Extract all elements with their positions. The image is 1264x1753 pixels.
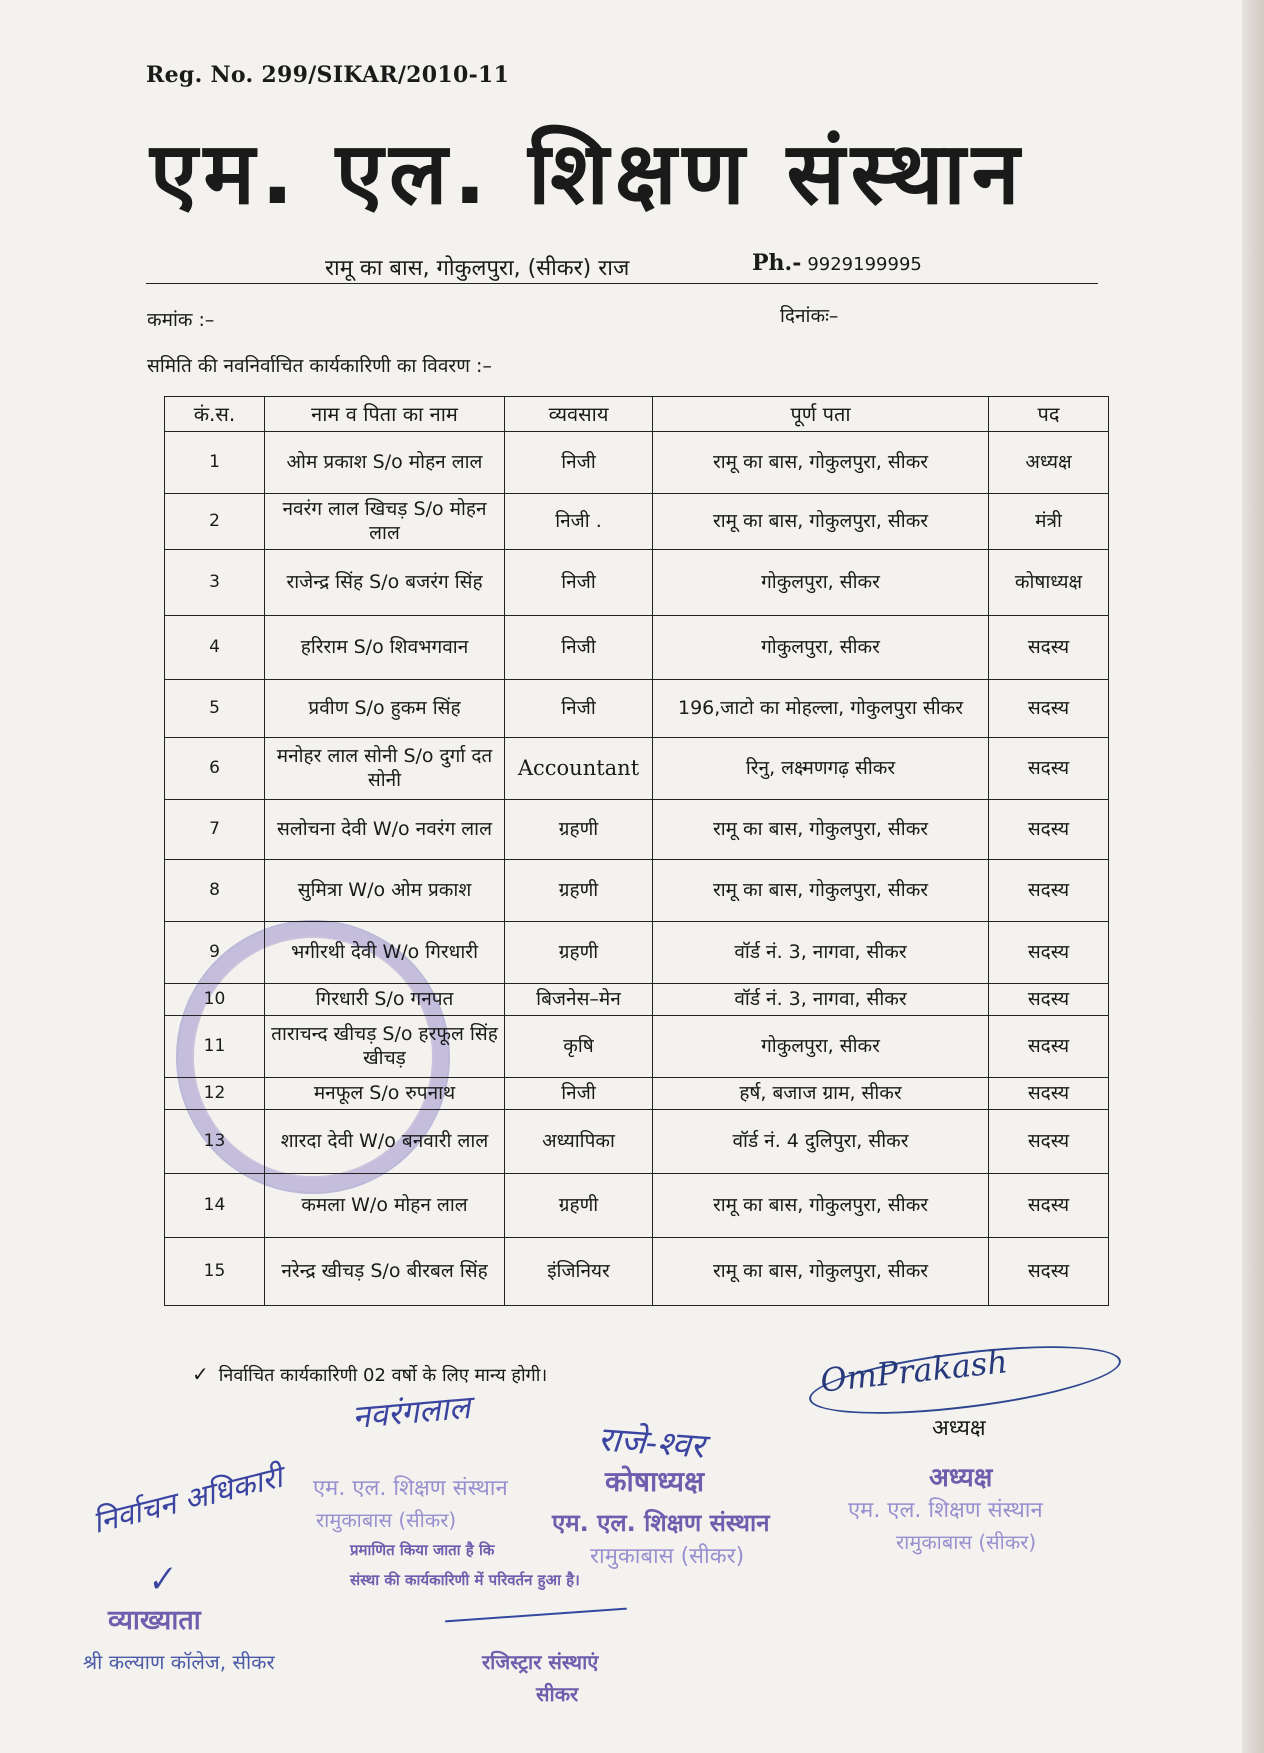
certification-line-1: प्रमाणित किया जाता है कि [350, 1541, 495, 1559]
cell-occupation: Accountant [505, 738, 653, 800]
cell-sn: 6 [165, 738, 265, 800]
cell-name: शारदा देवी W/o बनवारी लाल [265, 1110, 505, 1174]
president-stamp-title: अध्यक्ष [929, 1463, 993, 1493]
certification-line-2: संस्था की कार्यकारिणी में परिवर्तन हुआ है। [350, 1571, 580, 1589]
registrar-signature-line [445, 1608, 627, 1623]
cell-occupation: ग्रहणी [505, 1174, 653, 1238]
table-row [165, 860, 1109, 922]
cell-occupation: बिजनेस–मेन [505, 984, 653, 1016]
cell-post: अध्यक्ष [989, 432, 1109, 494]
cell-occupation: अध्यापिका [505, 1110, 653, 1174]
table-row [165, 1016, 1109, 1078]
president-stamp-org: एम. एल. शिक्षण संस्थान [848, 1498, 1043, 1523]
cell-occupation: कृषि [505, 1016, 653, 1078]
cell-occupation: निजी [505, 432, 653, 494]
cell-address: वॉर्ड नं. 4 दुलिपुरा, सीकर [653, 1110, 989, 1174]
cell-address: रामू का बास, गोकुलपुरा, सीकर [653, 800, 989, 860]
registration-number: Reg. No. 299/SIKAR/2010-11 [146, 62, 510, 88]
president-label: अध्यक्ष [932, 1416, 986, 1441]
cell-sn: 3 [165, 550, 265, 616]
cell-post: सदस्य [989, 1110, 1109, 1174]
cell-name: भगीरथी देवी W/o गिरधारी [265, 922, 505, 984]
cell-name: ताराचन्द खीचड़ S/o हरफूल सिंह खीचड़ [265, 1016, 505, 1078]
cell-address: गोकुलपुरा, सीकर [653, 1016, 989, 1078]
table-row [165, 432, 1109, 494]
table-row [165, 1238, 1109, 1306]
cell-name: मनफूल S/o रुपनाथ [265, 1078, 505, 1110]
cell-sn: 13 [165, 1110, 265, 1174]
cell-sn: 4 [165, 616, 265, 680]
cell-post: सदस्य [989, 616, 1109, 680]
cell-post: कोषाध्यक्ष [989, 550, 1109, 616]
phone-label: Ph.- [752, 250, 802, 276]
registrar-stamp-title: रजिस्ट्रार संस्थाएं [482, 1650, 599, 1674]
cell-occupation: निजी [505, 1078, 653, 1110]
cell-address: गोकुलपुरा, सीकर [653, 550, 989, 616]
reference-number-label: कमांक :– [147, 309, 215, 331]
cell-post: सदस्य [989, 1016, 1109, 1078]
table-row [165, 1078, 1109, 1110]
cell-address: वॉर्ड नं. 3, नागवा, सीकर [653, 922, 989, 984]
org-stamp-faded-place: रामुकाबास (सीकर) [316, 1508, 457, 1532]
cell-address: 196,जाटो का मोहल्ला, गोकुलपुरा सीकर [653, 680, 989, 738]
cell-sn: 11 [165, 1016, 265, 1078]
cell-post: सदस्य [989, 738, 1109, 800]
cell-name: गिरधारी S/o गनपत [265, 984, 505, 1016]
treasurer-stamp-title: कोषाध्यक्ष [605, 1465, 705, 1498]
lecturer-signature-mark: ✓ [142, 1557, 178, 1603]
cell-sn: 5 [165, 680, 265, 738]
cell-post: सदस्य [989, 680, 1109, 738]
cell-address: रिनु, लक्ष्मणगढ़ सीकर [653, 738, 989, 800]
header-occupation: व्यवसाय [505, 397, 653, 432]
organization-title: एम. एल. शिक्षण संस्थान [150, 124, 1026, 224]
cell-sn: 7 [165, 800, 265, 860]
president-signature: OmPrakash [818, 1342, 1010, 1400]
table-row [165, 922, 1109, 984]
cell-address: रामू का बास, गोकुलपुरा, सीकर [653, 432, 989, 494]
phone-line [752, 250, 922, 276]
cell-occupation: निजी . [505, 494, 653, 550]
table-row [165, 550, 1109, 616]
table-header-row [165, 397, 1109, 432]
cell-sn: 14 [165, 1174, 265, 1238]
cell-address: रामू का बास, गोकुलपुरा, सीकर [653, 860, 989, 922]
cell-address: हर्ष, बजाज ग्राम, सीकर [653, 1078, 989, 1110]
date-label: दिनांकः– [780, 305, 839, 327]
cell-occupation: निजी [505, 616, 653, 680]
cell-sn: 8 [165, 860, 265, 922]
cell-post: सदस्य [989, 1078, 1109, 1110]
cell-name: सुमित्रा W/o ओम प्रकाश [265, 860, 505, 922]
phone-number: 9929199995 [807, 254, 922, 275]
cell-name: मनोहर लाल सोनी S/o दुर्गा दत सोनी [265, 738, 505, 800]
table-row [165, 1174, 1109, 1238]
page-edge [1242, 0, 1264, 1753]
header-divider [146, 283, 1098, 284]
validity-note [192, 1362, 547, 1387]
election-officer-handwriting: निर्वाचन अधिकारी [89, 1459, 286, 1541]
checkmark-icon: ✓ [192, 1362, 209, 1386]
cell-name: प्रवीण S/o हुकम सिंह [265, 680, 505, 738]
cell-occupation: निजी [505, 680, 653, 738]
cell-occupation: ग्रहणी [505, 922, 653, 984]
cell-post: सदस्य [989, 860, 1109, 922]
cell-post: सदस्य [989, 800, 1109, 860]
cell-name: नवरंग लाल खिचड़ S/o मोहन लाल [265, 494, 505, 550]
table-row [165, 800, 1109, 860]
cell-post: सदस्य [989, 1174, 1109, 1238]
table-row [165, 494, 1109, 550]
cell-name: ओम प्रकाश S/o मोहन लाल [265, 432, 505, 494]
president-stamp-place: रामुकाबास (सीकर) [896, 1530, 1037, 1554]
table-row [165, 738, 1109, 800]
cell-sn: 1 [165, 432, 265, 494]
cell-name: सलोचना देवी W/o नवरंग लाल [265, 800, 505, 860]
college-stamp: श्री कल्याण कॉलेज, सीकर [83, 1650, 275, 1674]
validity-note-text: निर्वाचित कार्यकारिणी 02 वर्षो के लिए मान्य होगी। [218, 1365, 548, 1386]
cell-name: नरेन्द्र खीचड़ S/o बीरबल सिंह [265, 1238, 505, 1306]
org-stamp-faded: एम. एल. शिक्षण संस्थान [313, 1476, 508, 1501]
cell-name: राजेन्द्र सिंह S/o बजरंग सिंह [265, 550, 505, 616]
lecturer-stamp-title: व्याख्याता [108, 1605, 201, 1636]
intro-text: समिति की नवनिर्वाचित कार्यकारिणी का विवरण :– [147, 355, 492, 377]
table-row [165, 984, 1109, 1016]
cell-sn: 2 [165, 494, 265, 550]
header-sn: कं.स. [165, 397, 265, 432]
treasurer-stamp-org: एम. एल. शिक्षण संस्थान [552, 1509, 770, 1537]
cell-post: सदस्य [989, 984, 1109, 1016]
header-address: पूर्ण पता [653, 397, 989, 432]
header-post: पद [989, 397, 1109, 432]
cell-address: रामू का बास, गोकुलपुरा, सीकर [653, 1174, 989, 1238]
cell-occupation: ग्रहणी [505, 860, 653, 922]
cell-name: हरिराम S/o शिवभगवान [265, 616, 505, 680]
cell-address: रामू का बास, गोकुलपुरा, सीकर [653, 1238, 989, 1306]
cell-sn: 12 [165, 1078, 265, 1110]
treasurer-stamp-place: रामुकाबास (सीकर) [590, 1544, 745, 1569]
table-row [165, 1110, 1109, 1174]
cell-name: कमला W/o मोहन लाल [265, 1174, 505, 1238]
cell-occupation: ग्रहणी [505, 800, 653, 860]
cell-sn: 10 [165, 984, 265, 1016]
cell-occupation: निजी [505, 550, 653, 616]
secretary-signature: नवरंगलाल [350, 1387, 472, 1437]
cell-post: सदस्य [989, 1238, 1109, 1306]
cell-post: मंत्री [989, 494, 1109, 550]
treasurer-signature: राजे-श्वर [596, 1419, 706, 1467]
cell-sn: 15 [165, 1238, 265, 1306]
organization-address: रामू का बास, गोकुलपुरा, (सीकर) राज [325, 256, 630, 281]
cell-address: रामू का बास, गोकुलपुरा, सीकर [653, 494, 989, 550]
table-row [165, 616, 1109, 680]
registrar-stamp-place: सीकर [536, 1682, 579, 1706]
cell-sn: 9 [165, 922, 265, 984]
cell-address: गोकुलपुरा, सीकर [653, 616, 989, 680]
table-row [165, 680, 1109, 738]
members-table [164, 396, 1109, 1306]
cell-occupation: इंजिनियर [505, 1238, 653, 1306]
cell-post: सदस्य [989, 922, 1109, 984]
cell-address: वॉर्ड नं. 3, नागवा, सीकर [653, 984, 989, 1016]
header-name: नाम व पिता का नाम [265, 397, 505, 432]
